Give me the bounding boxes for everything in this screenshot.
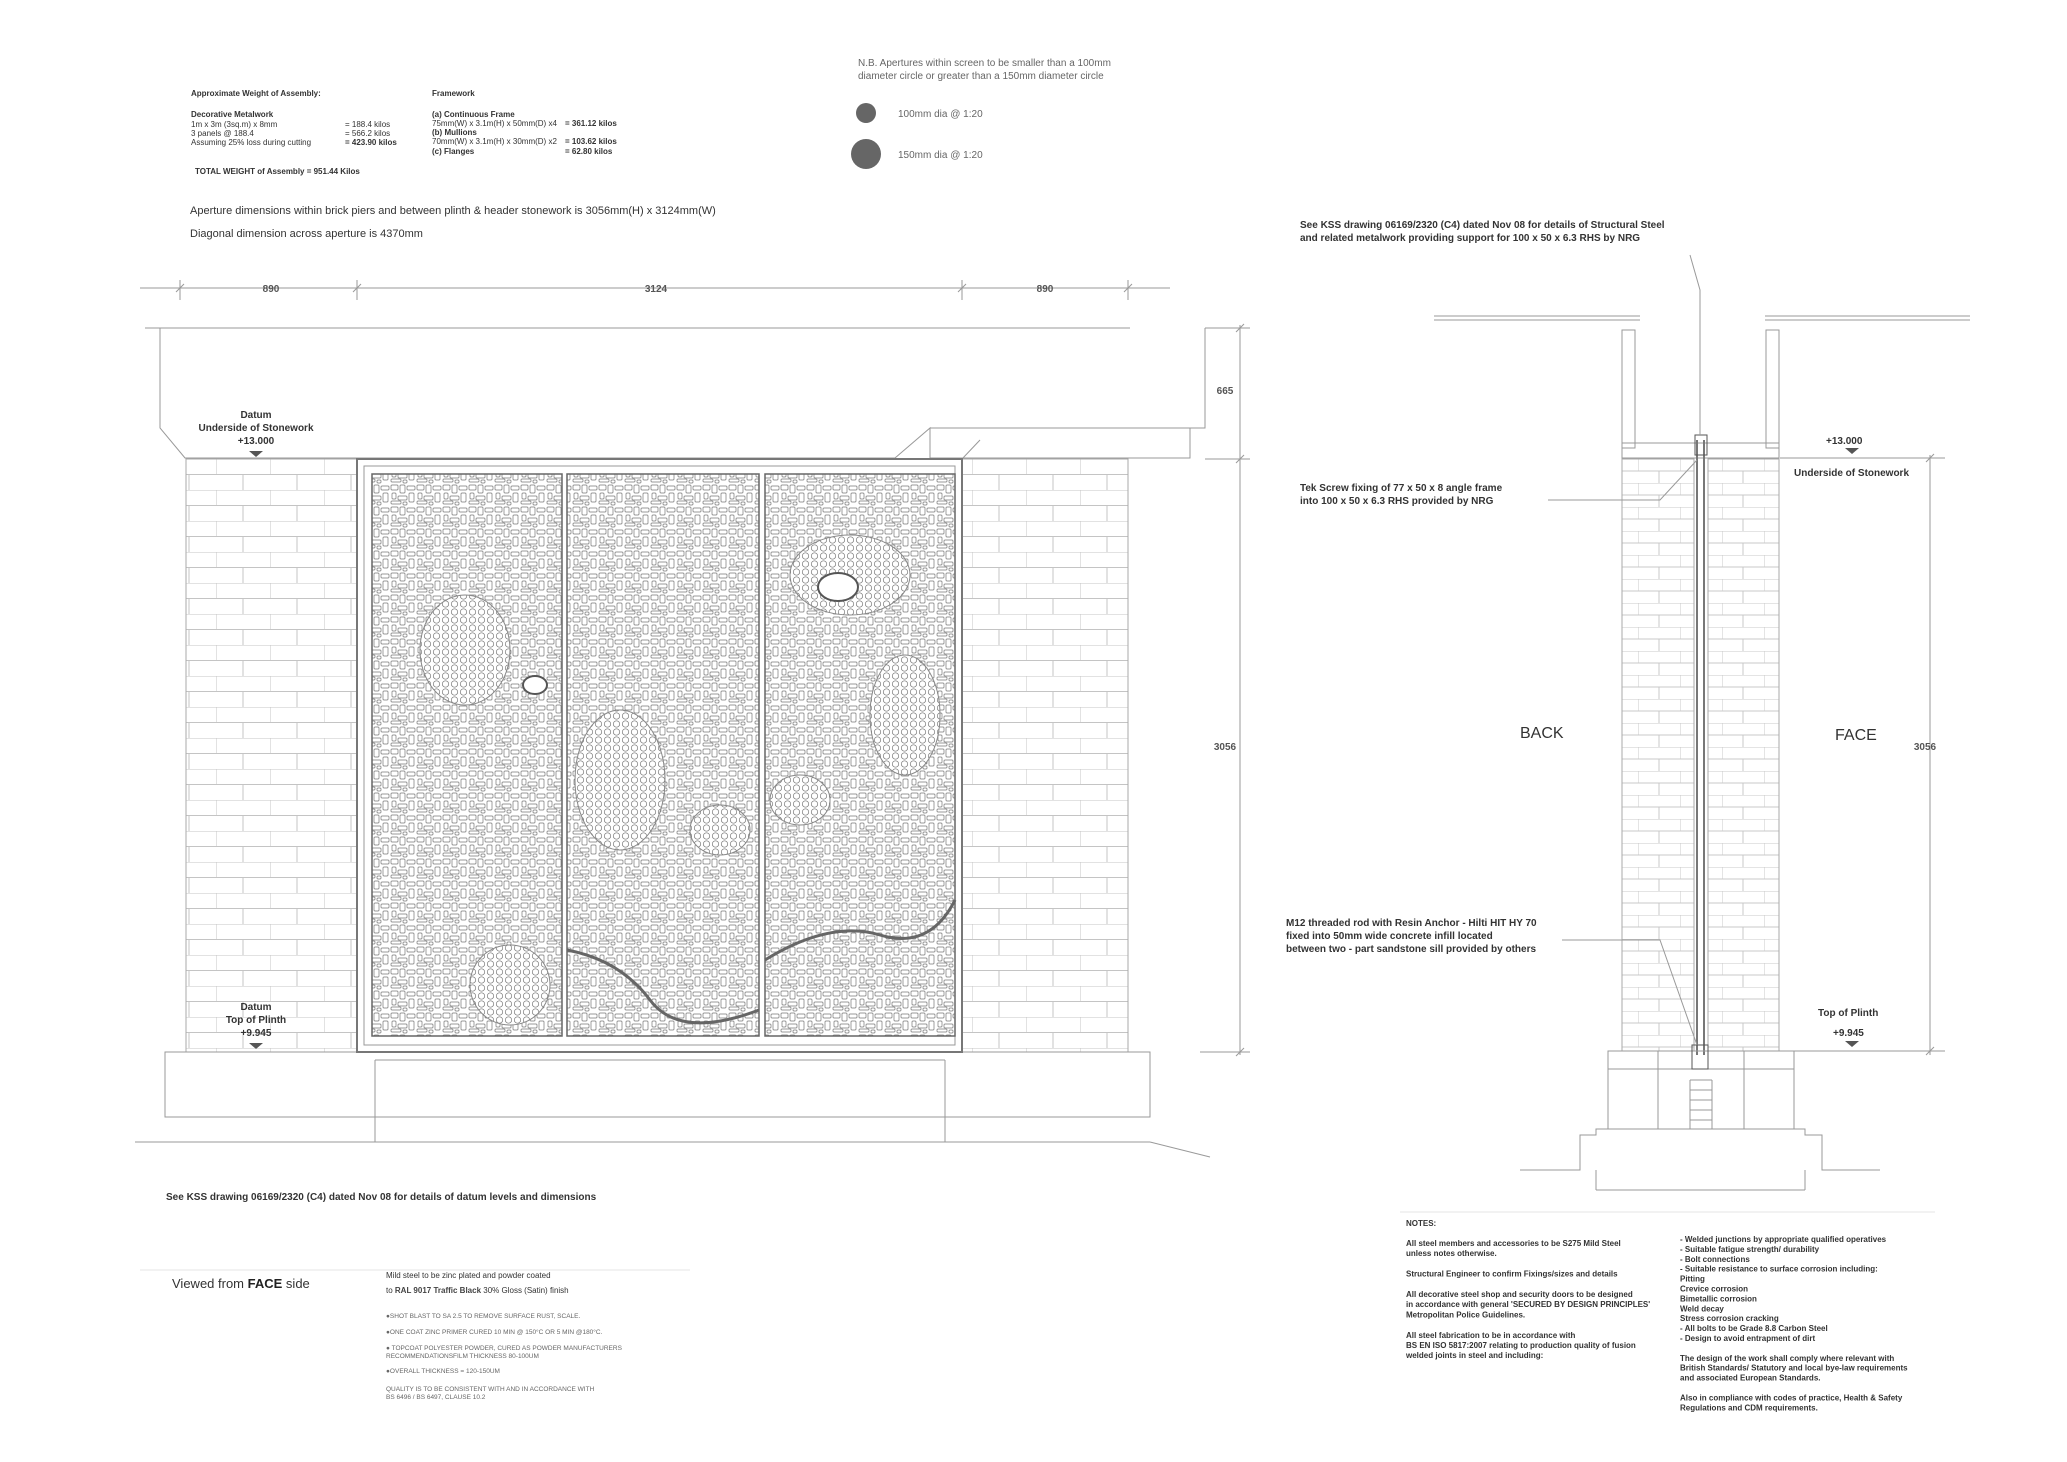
svg-text:1m x 3m (3sq.m) x 8mm: 1m x 3m (3sq.m) x 8mm (191, 120, 278, 129)
datum-marker-icon (249, 451, 263, 457)
kss-datum-note: See KSS drawing 06169/2320 (C4) dated Nov 08 for details of datum levels and dimensions (166, 1192, 597, 1203)
svg-text:NOTES:: NOTES: (1406, 1219, 1437, 1228)
svg-text:●OVERALL THICKNESS = 120-150U: ●OVERALL THICKNESS = 120-150UM (386, 1368, 500, 1375)
screen-panel-centre (567, 474, 759, 1036)
notes-block (1400, 1212, 1935, 1412)
svg-text:150mm dia @ 1:20: 150mm dia @ 1:20 (898, 150, 983, 161)
note-line: - Suitable resistance to surface corrosion including: (1680, 1264, 1878, 1274)
svg-text:QUALITY IS TO BE CONSISTENT WI: QUALITY IS TO BE CONSISTENT WITH AND IN ACCORDANCE WITH (386, 1386, 595, 1393)
dim-aperture-height: 3056 (1213, 742, 1237, 753)
aperture-dimensions: Aperture dimensions within brick piers and between plinth & header stonework is 3056mm(H) x 3124mm(W) (190, 205, 716, 217)
svg-text:= 103.62 kilos: = 103.62 kilos (565, 137, 617, 146)
svg-text:+13.000: +13.000 (1826, 436, 1863, 447)
svg-text:●SHOT BLAST TO SA 2.5 TO REMO: ●SHOT BLAST TO SA 2.5 TO REMOVE SURFACE RUST, SCALE. (386, 1313, 581, 1320)
svg-text:(a) Continuous Frame: (a) Continuous Frame (432, 110, 515, 119)
aperture-100mm-circle (856, 103, 876, 123)
svg-text:= 566.2 kilos: = 566.2 kilos (345, 129, 391, 138)
svg-text:Underside of Stonework: Underside of Stonework (1794, 468, 1910, 479)
note-line: BS EN ISO 5817:2007 relating to production quality of fusion (1406, 1341, 1636, 1350)
svg-text:100mm dia @ 1:20: 100mm dia @ 1:20 (898, 109, 983, 120)
svg-text:= 188.4 kilos: = 188.4 kilos (345, 120, 391, 129)
svg-text:Datum: Datum (240, 410, 272, 421)
svg-text:fixed into 50mm wide concrete: fixed into 50mm wide concrete infill located (1286, 931, 1493, 942)
note-line: - All bolts to be Grade 8.8 Carbon Steel (1680, 1324, 1828, 1334)
note-line: Bimetallic corrosion (1680, 1294, 1757, 1304)
note-line: All steel fabrication to be in accordance with (1406, 1330, 1576, 1340)
svg-text:Datum: Datum (240, 1002, 272, 1013)
aperture-note (851, 58, 1111, 169)
svg-text:+13.000: +13.000 (237, 436, 275, 447)
svg-text:RECOMMENDATIONSFILM THICKNESS: RECOMMENDATIONSFILM THICKNESS 80-100UM (386, 1353, 539, 1360)
svg-text:BS 6496 / BS 6497, CLAUSE 10.2: BS 6496 / BS 6497, CLAUSE 10.2 (386, 1394, 486, 1401)
note-line: All decorative steel shop and security doors to be designed (1406, 1290, 1633, 1299)
note-line: - Suitable fatigue strength/ durability (1680, 1244, 1820, 1254)
note-line: Stress corrosion cracking (1680, 1314, 1779, 1324)
svg-text:(c) Flanges: (c) Flanges (432, 147, 475, 156)
diagonal-dimension: Diagonal dimension across aperture is 4370mm (190, 228, 423, 240)
svg-text:3 panels @ 188.4: 3 panels @ 188.4 (191, 129, 254, 138)
svg-text:+9.945: +9.945 (240, 1028, 272, 1039)
dim-right-pier: 890 (1036, 284, 1054, 295)
svg-text:and related metalwork providin: and related metalwork providing support for 100 x 50 x 6.3 RHS by NRG (1300, 233, 1641, 244)
note-line: Crevice corrosion (1680, 1284, 1749, 1294)
svg-text:(b) Mullions: (b) Mullions (432, 128, 477, 137)
section-labels (1286, 220, 1937, 1047)
svg-text:Mild steel to be zinc plated a: Mild steel to be zinc plated and powder coated (386, 1271, 551, 1280)
decorative-screen (357, 459, 962, 1052)
note-line: Metropolitan Police Guidelines. (1406, 1310, 1526, 1320)
note-line: - Welded junctions by appropriate qualified operatives (1680, 1235, 1887, 1244)
note-line: Structural Engineer to confirm Fixings/sizes and details (1406, 1269, 1618, 1279)
note-line: Weld decay (1680, 1304, 1724, 1314)
svg-text:+9.945: +9.945 (1833, 1028, 1864, 1039)
note-line: Regulations and CDM requirements. (1680, 1403, 1818, 1413)
svg-text:Underside of Stonework: Underside of Stonework (198, 423, 314, 434)
svg-text:3056: 3056 (1913, 742, 1937, 753)
framework-title: Framework (432, 89, 475, 98)
svg-text:into 100 x 50 x 6.3 RHS provid: into 100 x 50 x 6.3 RHS provided by NRG (1300, 496, 1494, 507)
note-line: Also in compliance with codes of practice, Health & Safety (1680, 1393, 1903, 1403)
svg-text:Viewed from FACE side: Viewed from FACE side (172, 1276, 310, 1291)
level-marker-icon (1845, 1041, 1859, 1047)
svg-text:= 361.12 kilos: = 361.12 kilos (565, 119, 617, 128)
svg-text:M12 threaded rod with Resin An: M12 threaded rod with Resin Anchor - Hilti HIT HY 70 (1286, 918, 1537, 929)
dim-aperture-width: 3124 (644, 284, 668, 295)
svg-text:Assuming 25% loss during cutti: Assuming 25% loss during cutting (191, 138, 312, 147)
level-marker-icon (1845, 448, 1859, 454)
aperture-150mm-circle (851, 139, 881, 169)
svg-text:between two - part sandstone s: between two - part sandstone sill provided by others (1286, 944, 1537, 955)
section-drawing (1434, 255, 1970, 1190)
svg-text:Top of Plinth: Top of Plinth (225, 1015, 287, 1026)
dim-header-height: 665 (1216, 386, 1234, 397)
screen-panel-right (765, 474, 955, 1036)
svg-text:75mm(W) x 3.1m(H) x 50mm(D) x4: 75mm(W) x 3.1m(H) x 50mm(D) x4 (432, 119, 557, 128)
svg-text:= 423.90 kilos: = 423.90 kilos (345, 138, 397, 147)
back-label: BACK (1520, 725, 1564, 742)
weights-heading: Approximate Weight of Assembly: (191, 89, 321, 98)
svg-text:●ONE COAT ZINC PRIMER CURED 1: ●ONE COAT ZINC PRIMER CURED 10 MIN @ 150°C OR 5 MIN @180°C. (386, 1329, 603, 1336)
svg-text:N.B. Apertures within screen: N.B. Apertures within screen to be smaller than a 100mm (858, 58, 1111, 69)
svg-text:Top of Plinth: Top of Plinth (1818, 1008, 1879, 1019)
face-label: FACE (1835, 727, 1877, 744)
note-line: All steel members and accessories to be S275 Mild Steel (1406, 1239, 1621, 1248)
note-line: Pitting (1680, 1274, 1705, 1284)
note-line: - Design to avoid entrapment of dirt (1680, 1334, 1816, 1343)
dim-left-pier: 890 (262, 284, 280, 295)
svg-text:See KSS drawing 06169/2320 (C4: See KSS drawing 06169/2320 (C4) dated Nov 08 for details of Structural Steel (1300, 220, 1665, 231)
decorative-title: Decorative Metalwork (191, 110, 274, 119)
finish-spec (386, 1271, 623, 1401)
note-line: The design of the work shall comply where relevant with (1680, 1353, 1895, 1363)
svg-text:Tek Screw fixing of 77 x 50 x: Tek Screw fixing of 77 x 50 x 8 angle frame (1300, 483, 1503, 494)
note-line: and associated European Standards. (1680, 1373, 1821, 1383)
note-line: unless notes otherwise. (1406, 1249, 1497, 1259)
svg-text:= 62.80 kilos: = 62.80 kilos (565, 147, 613, 156)
svg-text:diameter circle or greater: diameter circle or greater than a 150mm diameter circle (858, 71, 1104, 82)
svg-text:to RAL 9017 Traffic Black 30%: to RAL 9017 Traffic Black 30% Gloss (Satin) finish (386, 1286, 569, 1295)
note-line: in accordance with general 'SECURED BY DESIGN PRINCIPLES' (1406, 1300, 1651, 1310)
datum-top (198, 410, 313, 457)
note-line: welded joints in steel and including: (1406, 1351, 1544, 1361)
note-line: British Standards/ Statutory and local bye-law requirements (1680, 1363, 1908, 1373)
svg-text:70mm(W) x 3.1m(H) x 30mm(D) x2: 70mm(W) x 3.1m(H) x 30mm(D) x2 (432, 137, 557, 146)
svg-text:● TOPCOAT POLYESTER POWDER, CU: ● TOPCOAT POLYESTER POWDER, CURED AS POWDER MANUFACTURERS (386, 1345, 622, 1352)
total-weight: TOTAL WEIGHT of Assembly = 951.44 Kilos (195, 167, 360, 176)
screen-panel-left (372, 474, 562, 1036)
weights-block (191, 89, 617, 176)
note-line: - Bolt connections (1680, 1254, 1750, 1264)
